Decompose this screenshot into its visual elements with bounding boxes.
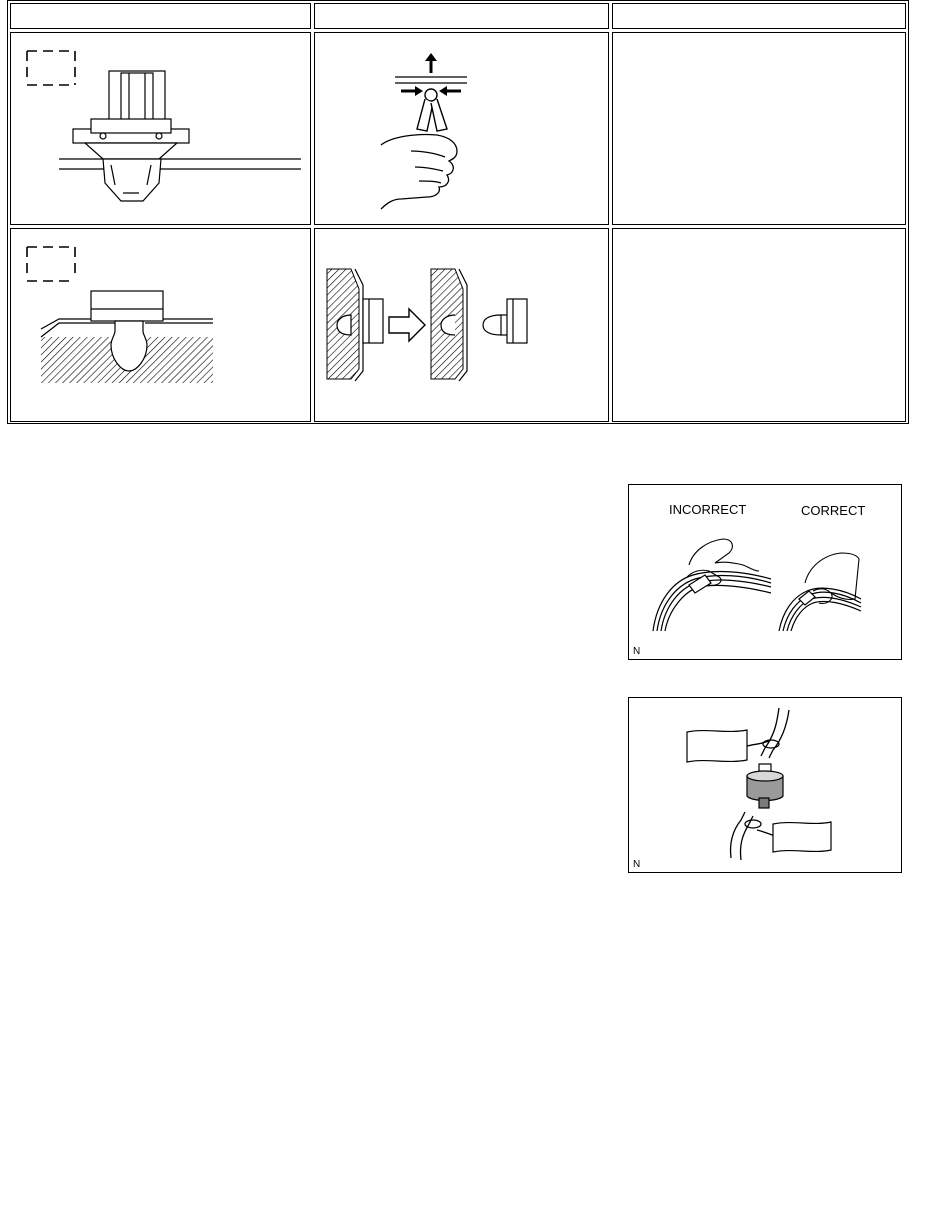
dashed-marker [27, 247, 75, 281]
pliers-pull-illustration [314, 32, 609, 225]
clip-push-out-illustration [314, 228, 609, 422]
pliers-icon [417, 89, 447, 131]
table-header-cell [10, 3, 311, 29]
tagged-hoses-figure [628, 697, 902, 873]
clip-installed-drawing [11, 229, 312, 423]
hose-lower [730, 812, 775, 860]
clip-installed-illustration [10, 228, 311, 422]
incorrect-label: INCORRECT [669, 502, 747, 517]
clip-body-removed [483, 299, 527, 343]
figure-code: N [633, 859, 641, 870]
arrow-right-icon [389, 309, 425, 341]
push-out-drawing [315, 229, 610, 423]
filter-icon [747, 764, 783, 808]
note-cell [612, 228, 906, 422]
table-header-cell [612, 3, 906, 29]
hose-upper [747, 708, 789, 758]
tag-icon [687, 730, 747, 762]
dashed-marker [27, 51, 75, 85]
wire-handling-figure [628, 484, 902, 660]
procedure-table [7, 0, 909, 424]
hand-icon [381, 134, 457, 209]
clip-removal-drawing [11, 33, 312, 226]
wire-bundle [653, 572, 771, 631]
note-cell [612, 32, 906, 225]
figure-code: N [633, 646, 641, 657]
correct-label: CORRECT [801, 503, 866, 518]
wire-handling-drawing [629, 485, 903, 661]
clip-body [73, 71, 189, 201]
tag-icon [773, 822, 831, 852]
tagged-hoses-drawing [629, 698, 903, 874]
pliers-drawing [315, 33, 610, 226]
clip-removal-illustration [10, 32, 311, 225]
table-header-cell [314, 3, 609, 29]
